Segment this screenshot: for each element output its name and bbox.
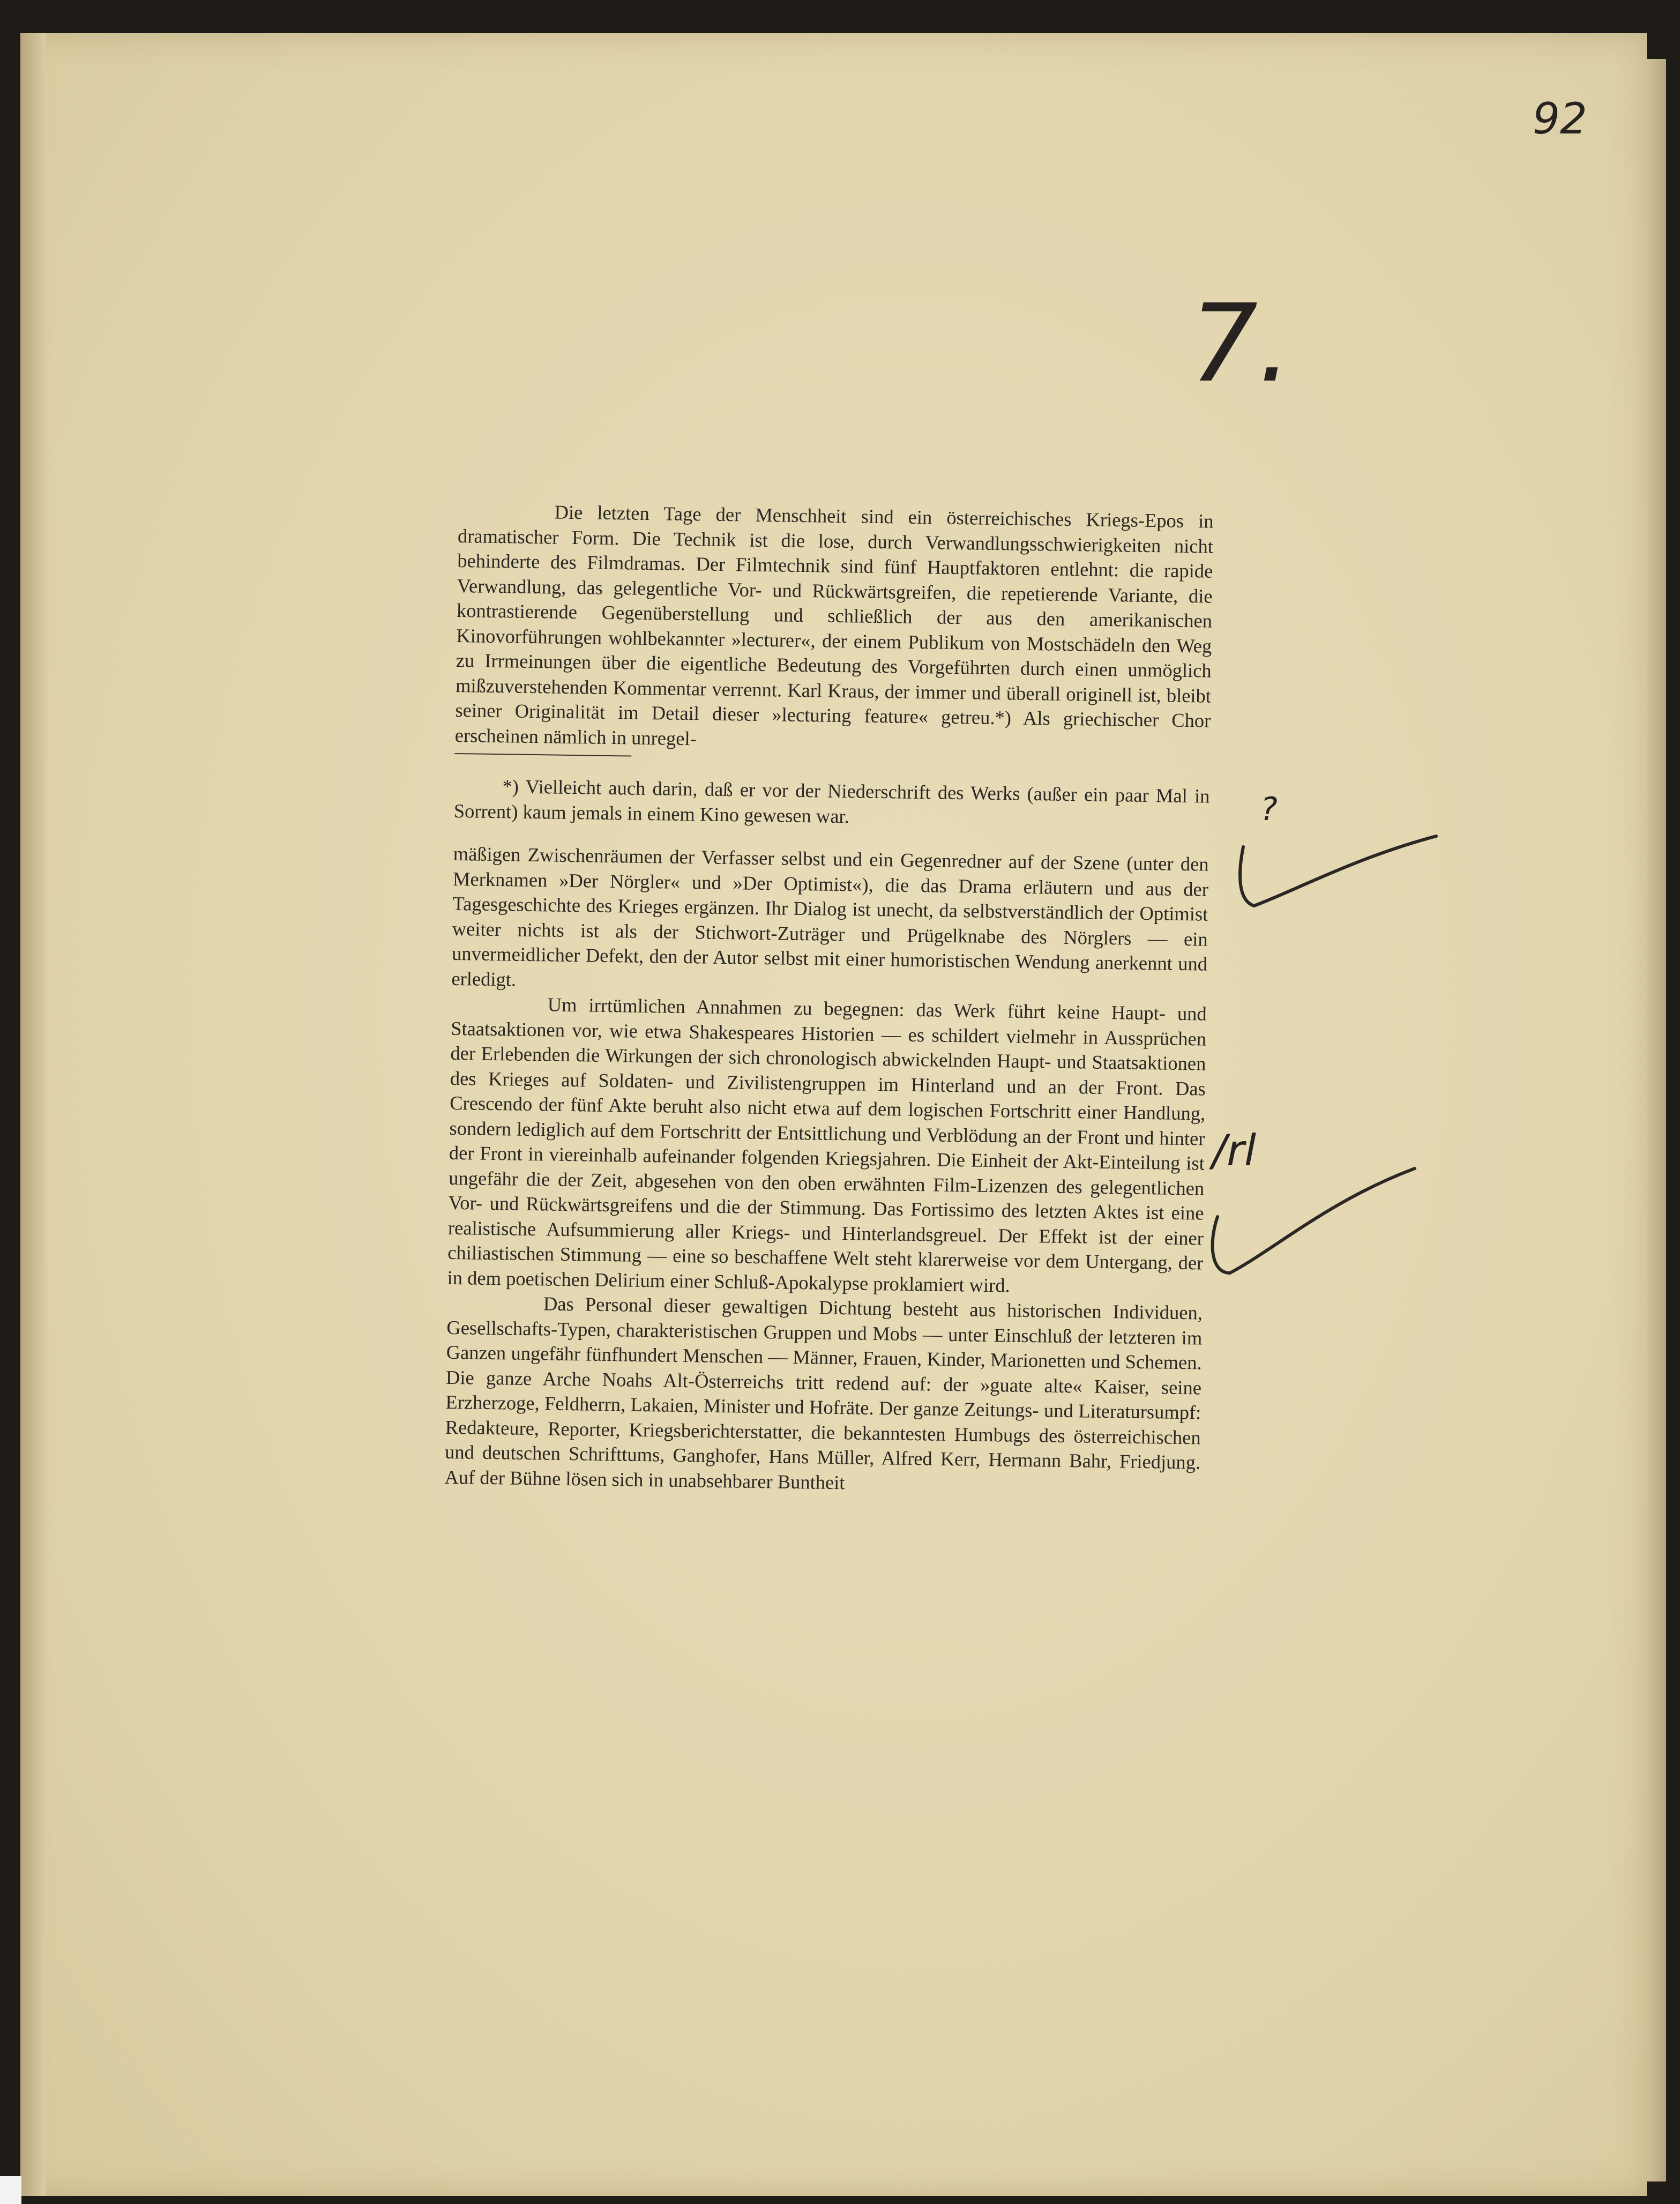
footnote: *) Vielleicht auch darin, daß er vor der Niederschrift des Werks (außer ein paar Mal in Sorrent) kaum jemals in einem Kino gewesen war. xyxy=(453,775,1210,827)
footnote-separator xyxy=(454,753,631,757)
paragraph: Die letzten Tage der Menschheit sind ein österreichisches Kriegs-Epos in dramatischer Form. Die Technik ist die lose, durch Verwandlungsschwierigkeiten nicht behinderte des Filmdramas. Der Filmtechnik sind fünf Hauptfaktoren entlehnt: die rapide Verwandlung, das gelegentliche Vor- und Rückwärtsgreifen, die repetierende Variante, die kontrastierende Gegenüberstellung und schließlich der aus den amerikanischen Kinovorführungen wohlbekannter »lecturer«, der einem Publikum von Mostschädeln den Weg zu Irrmeinungen über die eigentliche Bedeutung des Vorgeführten durch einen unmöglich mißzuverstehenden Kommentar verrennt. Karl Kraus, der immer und überall originell ist, bleibt seiner Originalität im Detail dieser »lecturing feature« getreu.*) Als griechischer Chor erscheinen nämlich in unregel- xyxy=(454,501,1214,749)
checkmark-icon xyxy=(1233,825,1447,922)
paragraph: Das Personal dieser gewaltigen Dichtung besteht aus historischen Individuen, Gesellschafts-Typen, charakteristischen Gruppen und Mobs — unter Einschluß der letzteren im Ganzen ungefähr fünfhundert Menschen — Männer, Frauen, Kinder, Marionetten und Schemen. Die ganze Arche Noahs Alt-Österreichs tritt redend auf: der »guate alte« Kaiser, seine Erzherzoge, Feldherrn, Lakaien, Minister und Hofräte. Der ganze Zeitungs- und Literatursumpf: Redakteure, Reporter, Kriegsberichterstatter, die bekanntesten Humbugs des österreichischen und deutschen Schrifttums, Ganghofer, Hans Müller, Alfred Kerr, Hermann Bahr, Friedjung. Auf der Bühne lösen sich in unabsehbarer Buntheit xyxy=(444,1292,1203,1493)
handwritten-margin-note: /rl xyxy=(1212,1126,1257,1175)
next-page-edge xyxy=(1647,59,1666,2181)
printed-text-block xyxy=(444,498,1214,1500)
paragraph: Um irrtümlichen Annahmen zu begegnen: das Werk führt keine Haupt- und Staatsaktionen vor, wie etwa Shakespeares Historien — es schildert vielmehr in Aussprüchen der Erlebenden die Wirkungen der sich chronologisch abwickelnden Haupt- und Staatsaktionen des Krieges auf Soldaten- und Zivilistengruppen im Hinterland und an der Front. Das Crescendo der fünf Akte beruht also nicht etwa auf dem logischen Fortschritt einer Handlung, sondern lediglich auf dem Fortschritt der Entsittlichung und Verblödung an der Front und hinter der Front in viereinhalb aufeinander folgenden Kriegsjahren. Die Einheit der Akt-Einteilung ist ungefähr die der Zeit, abgesehen von den oben erwähnten Film-Lizenzen des gelegentlichen Vor- und Rückwärtsgreifens und die der Stimmung. Das Fortissimo des letzten Aktes ist eine realistische Aufsummierung aller Kriegs- und Hinterlandsgreuel. Der Effekt ist der einer chiliastischen Stimmung — eine so beschaffene Welt steht klarerweise vor dem Untergang, der in dem poetischen Delirium einer Schluß-Apokalypse proklamiert wird. xyxy=(447,993,1207,1297)
page-binding-edge xyxy=(20,33,46,2196)
scan-corner xyxy=(0,2176,21,2204)
handwritten-question-mark: ? xyxy=(1260,791,1278,828)
checkmark-icon xyxy=(1206,1158,1420,1281)
handwritten-section-number: 7. xyxy=(1190,281,1292,406)
paragraph-continuation: mäßigen Zwischenräumen der Verfasser selbst und ein Gegenredner auf der Szene (unter den Merknamen »Der Nörgler« und »Der Optimist«), die das Drama erläutern und aus der Tagesgeschichte des Krieges ergänzen. Ihr Dialog ist unecht, da selbstverständlich der Optimist weiter nichts ist als der Stichwort-Zuträger und Prügelknabe des Nörglers — ein unvermeidlicher Defekt, den der Autor selbst mit einer humoristischen Wendung anerkennt und erledigt. xyxy=(451,842,1209,991)
handwritten-page-number: 92 xyxy=(1533,94,1587,144)
